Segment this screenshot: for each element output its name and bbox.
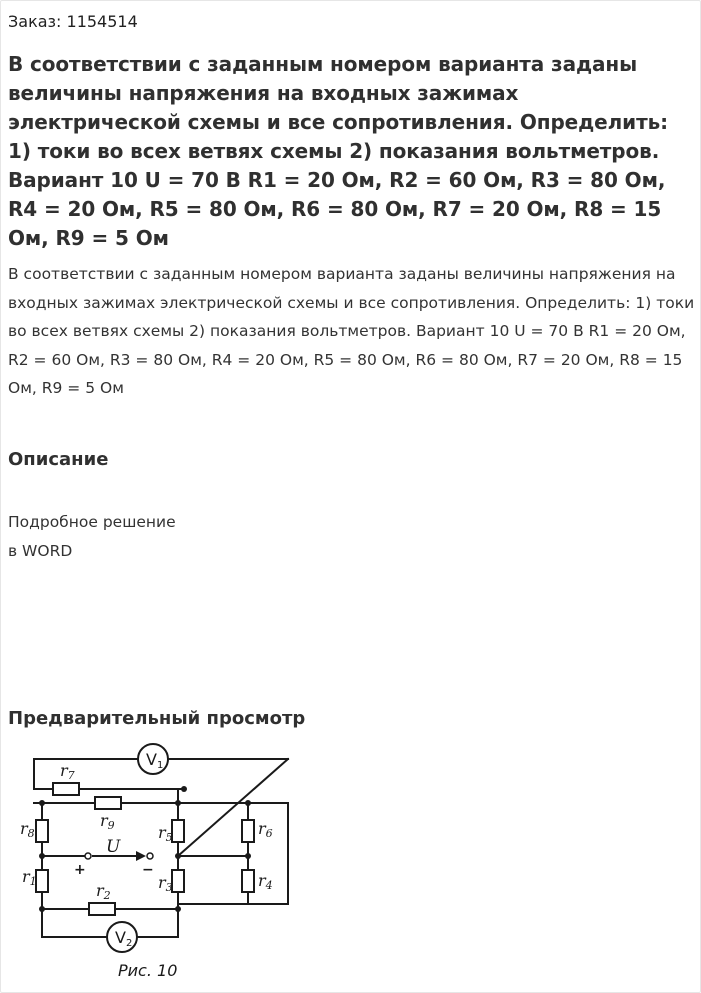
label-r5: r5 xyxy=(158,823,173,844)
resistor-r1 xyxy=(36,870,48,892)
page-title: В соответствии с заданным номером варианта заданы величины напряжения на входных зажимах электрической схемы и все сопротивления. Определить: 1) токи во всех ветвях схемы 2) показания вольтметров. Вариант 10 U = 70 В R1 = 20 Ом, R2 = 60 Ом, R3 = 80 Ом, R4 = 20 Ом, R5 = 80 Ом, R6 = 80 Ом, R7 = 20 Ом, R8 = 15 Ом, R9 = 5 Ом xyxy=(8,52,669,250)
svg-text:V2: V2 xyxy=(115,928,133,949)
resistor-r5 xyxy=(172,820,184,842)
label-r1: r1 xyxy=(22,867,37,888)
polarity-labels xyxy=(74,862,154,878)
description-line-1: Подробное решение xyxy=(8,513,176,531)
description-line-2: в WORD xyxy=(8,542,73,560)
label-r4: r4 xyxy=(258,871,273,892)
voltmeter-v2 xyxy=(107,922,137,952)
circuit-diagram xyxy=(8,742,308,987)
resistor-r8 xyxy=(36,820,48,842)
resistor-r2 xyxy=(89,903,115,915)
resistor-r3 xyxy=(172,870,184,892)
label-r9: r9 xyxy=(100,811,115,832)
circuit-nodes xyxy=(39,786,251,912)
resistor-r9 xyxy=(95,797,121,809)
voltmeter-v1 xyxy=(138,744,168,774)
svg-text:V1: V1 xyxy=(146,750,164,771)
label-u: U xyxy=(106,837,121,857)
label-r6: r6 xyxy=(258,819,273,840)
label-r2: r2 xyxy=(96,881,111,902)
preview-heading: Предварительный просмотр xyxy=(8,708,306,729)
label-r7: r7 xyxy=(60,761,75,782)
label-r3: r3 xyxy=(158,873,173,894)
task-description: В соответствии с заданным номером варианта заданы величины напряжения на входных зажимах электрической схемы и все сопротивления. Определить: 1) токи во всех ветвях схемы 2) показания вольтметров. Вариант 10 U = 70 В R1 = 20 Ом, R2 = 60 Ом, R3 = 80 Ом, R4 = 20 Ом, R5 = 80 Ом, R6 = 80 Ом, R7 = 20 Ом, R8 = 15 Ом, R9 = 5 Ом xyxy=(8,265,695,397)
minus-sign: − xyxy=(142,862,154,878)
resistor-r7 xyxy=(53,783,79,795)
plus-sign: + xyxy=(74,862,86,878)
order-number: Заказ: 1154514 xyxy=(8,12,138,31)
resistor-r4 xyxy=(242,870,254,892)
figure-caption: Рис. 10 xyxy=(118,961,178,980)
resistor-r6 xyxy=(242,820,254,842)
description-heading: Описание xyxy=(8,449,109,470)
preview-image xyxy=(8,742,308,987)
label-r8: r8 xyxy=(20,819,35,840)
